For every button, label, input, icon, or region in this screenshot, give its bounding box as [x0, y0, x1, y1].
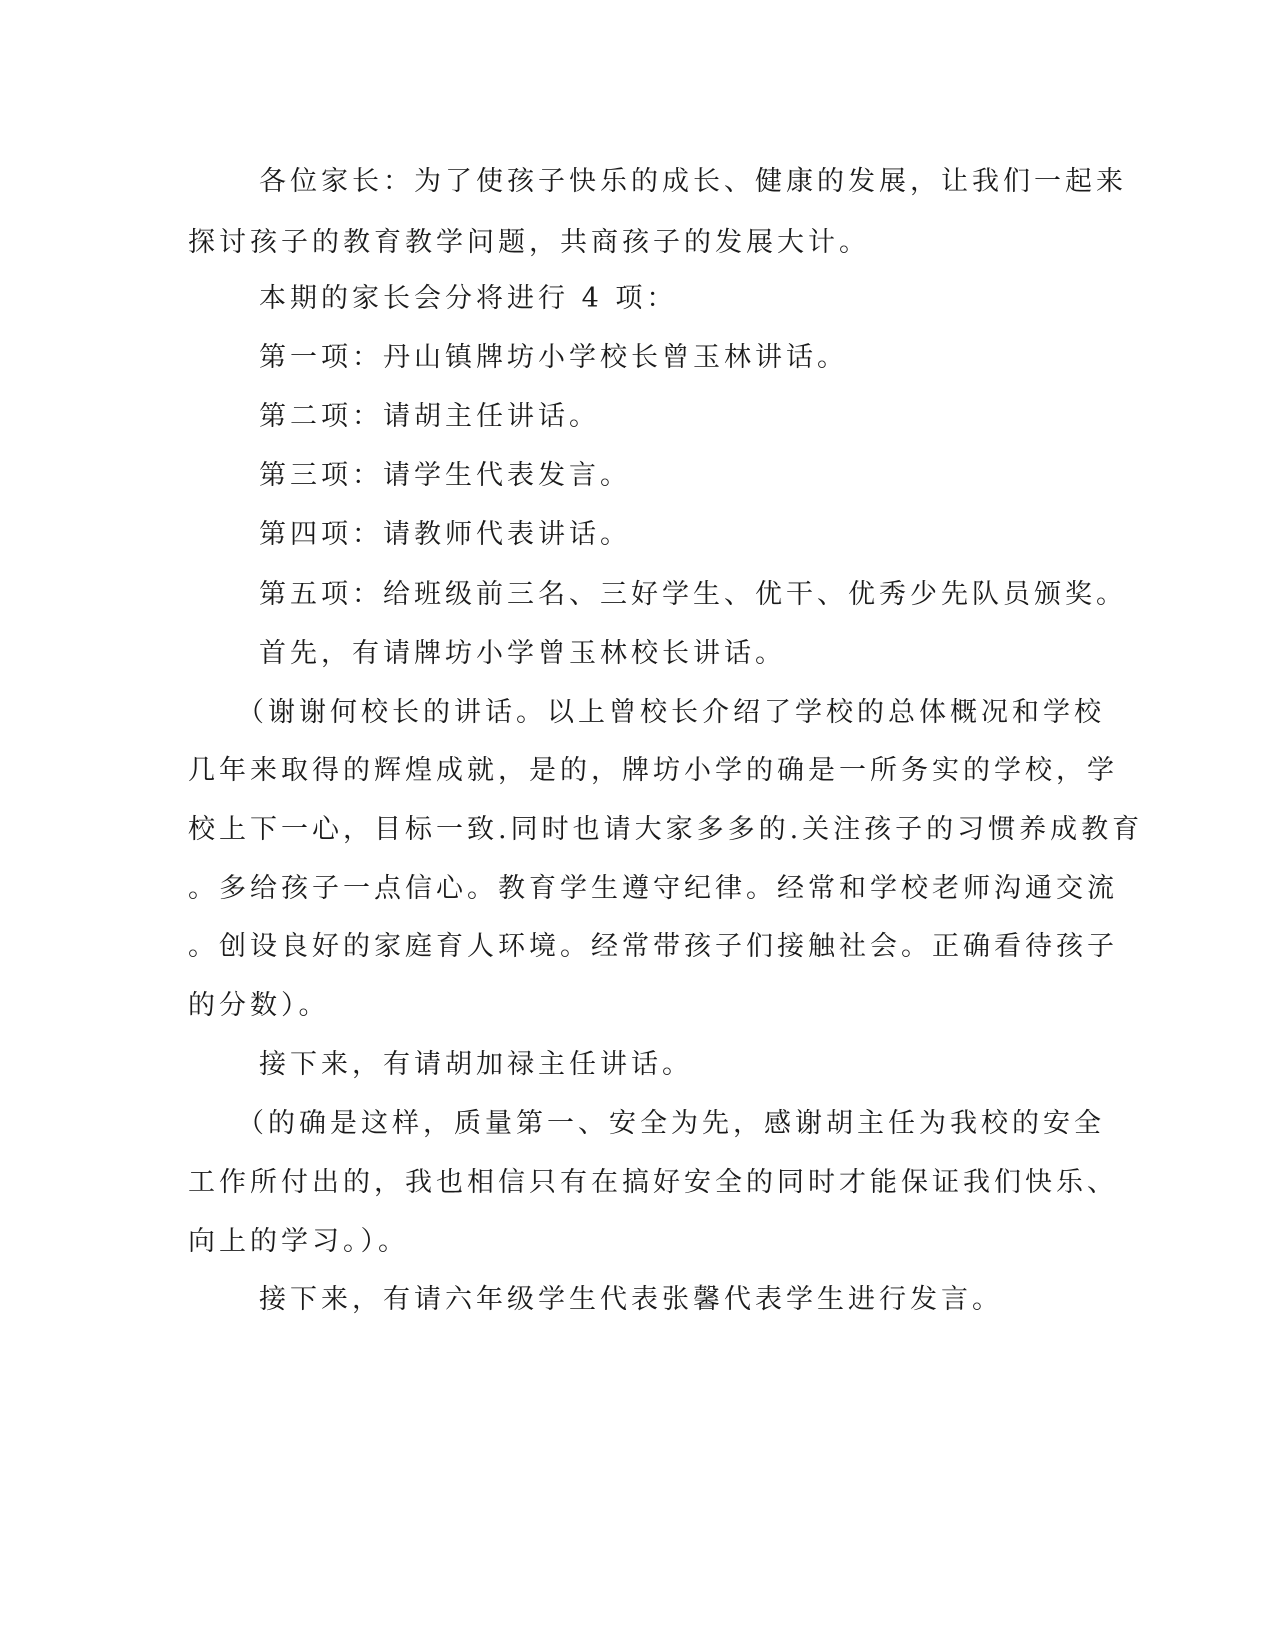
- text-line: 第二项：请胡主任讲话。: [259, 401, 600, 432]
- text-line: 工作所付出的，我也相信只有在搞好安全的同时才能保证我们快乐、: [188, 1167, 1118, 1198]
- text-line: 接下来，有请胡加禄主任讲话。: [259, 1049, 693, 1080]
- text-line: 。创设良好的家庭育人环境。经常带孩子们接触社会。正确看待孩子: [188, 931, 1118, 962]
- text-line: 接下来，有请六年级学生代表张馨代表学生进行发言。: [259, 1284, 1003, 1315]
- text-line: 。多给孩子一点信心。教育学生遵守纪律。经常和学校老师沟通交流: [188, 873, 1118, 904]
- text-line: 的分数）。: [188, 990, 330, 1021]
- text-line: 第一项：丹山镇牌坊小学校长曾玉林讲话。: [259, 342, 848, 373]
- text-line: 向上的学习。）。: [188, 1226, 409, 1257]
- text-line: 各位家长：为了使孩子快乐的成长、健康的发展，让我们一起来: [259, 166, 1127, 197]
- text-line: （的确是这样，质量第一、安全为先，感谢胡主任为我校的安全: [237, 1108, 1105, 1139]
- text-line: 探讨孩子的教育教学问题，共商孩子的发展大计。: [188, 227, 870, 258]
- text-line: 首先，有请牌坊小学曾玉林校长讲话。: [259, 638, 786, 669]
- text-line: （谢谢何校长的讲话。以上曾校长介绍了学校的总体概况和学校: [237, 697, 1105, 728]
- text-line: 第四项：请教师代表讲话。: [259, 519, 631, 550]
- text-line: 本期的家长会分将进行 4 项：: [259, 283, 678, 314]
- text-line: 第三项：请学生代表发言。: [259, 460, 631, 491]
- text-line: 几年来取得的辉煌成就，是的，牌坊小学的确是一所务实的学校，学: [188, 755, 1118, 786]
- text-line: 校上下一心，目标一致.同时也请大家多多的.关注孩子的习惯养成教育: [188, 814, 1144, 845]
- text-line: 第五项：给班级前三名、三好学生、优干、优秀少先队员颁奖。: [259, 579, 1127, 610]
